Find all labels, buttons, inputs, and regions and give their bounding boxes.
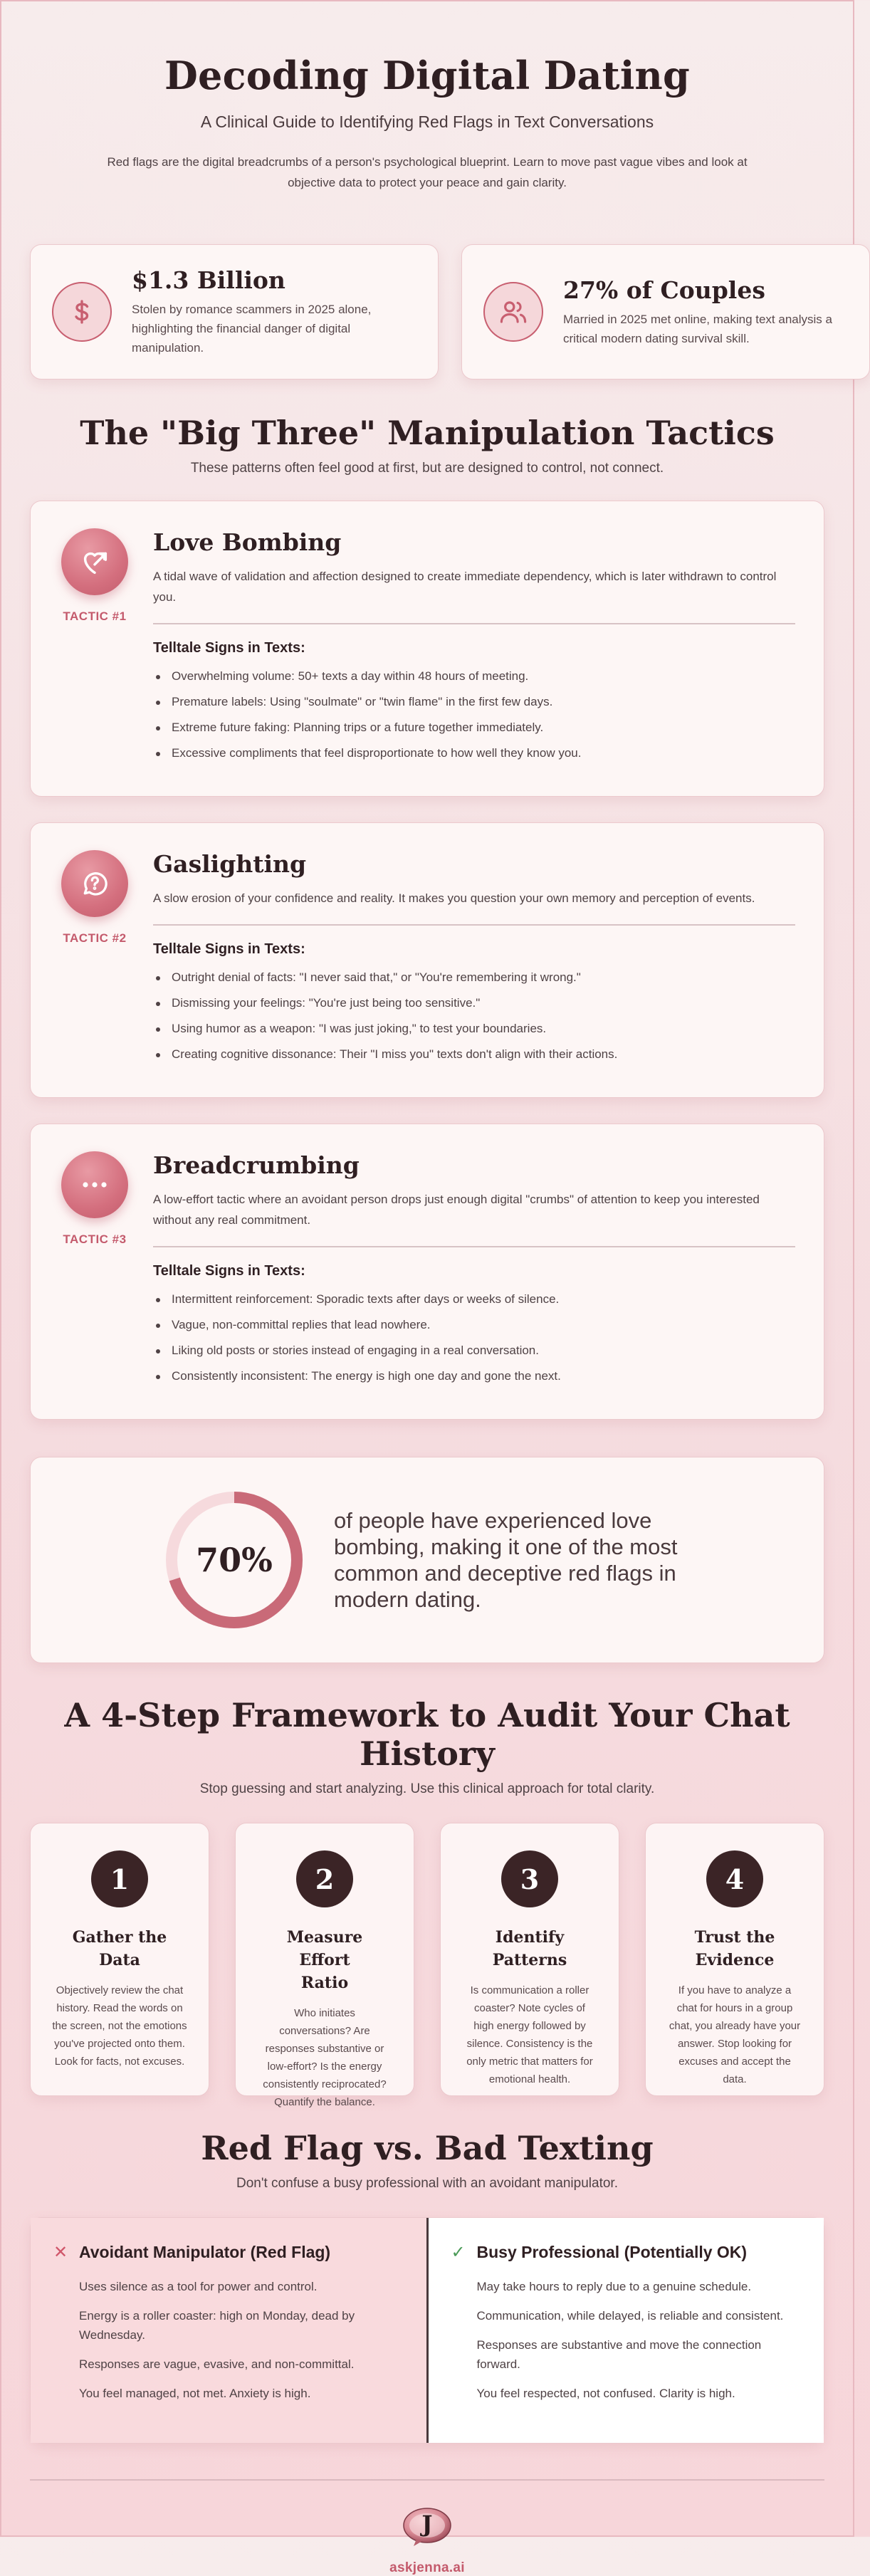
tactic-description: A slow erosion of your confidence and reality. It makes you question your own memory and perception of events. bbox=[153, 891, 755, 905]
stat-card-scam bbox=[30, 244, 439, 379]
divider bbox=[153, 924, 795, 926]
close-icon: ✕ bbox=[53, 2243, 68, 2262]
list-item: May take hours to reply due to a genuine schedule. bbox=[476, 2280, 752, 2293]
framework-section bbox=[30, 1696, 824, 2108]
tactic-number: TACTIC #2 bbox=[63, 931, 127, 945]
users-icon bbox=[483, 282, 543, 342]
page-title: Decoding Digital Dating bbox=[164, 53, 690, 98]
stat-description: Married in 2025 met online, making text analysis a critical modern dating survival skill. bbox=[563, 312, 832, 345]
list-item: You feel respected, not confused. Clarity is high. bbox=[476, 2387, 735, 2400]
dollar-icon bbox=[52, 282, 112, 342]
signs-heading: Telltale Signs in Texts: bbox=[153, 640, 305, 656]
step-text: Who initiates conversations? Are responses substantive or low-effort? Is the energy consistently reciprocated? Quantify the balance. bbox=[263, 2007, 387, 2108]
signs-heading: Telltale Signs in Texts: bbox=[153, 941, 305, 957]
step-title: Trust the Evidence bbox=[694, 1928, 775, 1969]
big-stat-card bbox=[30, 1457, 824, 1663]
list-item: Energy is a roller coaster: high on Monday, dead by Wednesday. bbox=[79, 2309, 355, 2342]
red-flag-column bbox=[31, 2218, 429, 2443]
step-card bbox=[30, 1823, 209, 2096]
tactic-description: A tidal wave of validation and affection designed to create immediate dependency, which is later withdrawn to control you. bbox=[153, 570, 777, 604]
comparison-subtitle: Don't confuse a busy professional with an avoidant manipulator. bbox=[236, 2176, 618, 2191]
tactic-card-gaslighting bbox=[30, 822, 824, 1098]
stat-card-couples bbox=[461, 244, 870, 379]
busy-professional-column bbox=[429, 2218, 824, 2443]
footer-divider bbox=[30, 2479, 824, 2481]
stats-row bbox=[30, 244, 832, 379]
list-item: Vague, non-committal replies that lead nowhere. bbox=[153, 1318, 795, 1332]
framework-title: A 4-Step Framework to Audit Your Chat History bbox=[64, 1696, 790, 1773]
list-item: Dismissing your feelings: "You're just being too sensitive." bbox=[153, 996, 795, 1010]
step-number: 3 bbox=[501, 1850, 558, 1907]
question-bubble-icon bbox=[61, 850, 128, 917]
stat-description: Stolen by romance scammers in 2025 alone, highlighting the financial danger of digital manipulation. bbox=[132, 303, 372, 355]
comparison-table bbox=[30, 2217, 824, 2444]
tactics-title: The "Big Three" Manipulation Tactics bbox=[80, 414, 775, 452]
ellipsis-icon bbox=[61, 1151, 128, 1218]
list-item: Intermittent reinforcement: Sporadic texts after days or weeks of silence. bbox=[153, 1292, 795, 1307]
list-item: Communication, while delayed, is reliable and consistent. bbox=[476, 2309, 784, 2323]
step-text: If you have to analyze a chat for hours in a group chat, you already have your answer. Stop looking for excuses and accept the data. bbox=[669, 1984, 801, 2085]
step-card bbox=[440, 1823, 619, 2096]
step-title: Gather the Data bbox=[72, 1928, 167, 1969]
column-heading: Avoidant Manipulator (Red Flag) bbox=[79, 2243, 331, 2261]
framework-subtitle: Stop guessing and start analyzing. Use this clinical approach for total clarity. bbox=[199, 1781, 655, 1796]
step-number: 4 bbox=[706, 1850, 763, 1907]
step-title: Identify Patterns bbox=[492, 1928, 567, 1969]
tactic-title: Breadcrumbing bbox=[153, 1151, 360, 1179]
step-text: Objectively review the chat history. Read the words on the screen, not the emotions you've projected onto them. Look for facts, not excuses. bbox=[52, 1984, 187, 2068]
percent-ring bbox=[163, 1489, 305, 1631]
step-card bbox=[645, 1823, 824, 2096]
step-card bbox=[235, 1823, 414, 2108]
tactic-card-love-bombing bbox=[30, 501, 824, 797]
tactic-number: TACTIC #1 bbox=[63, 609, 127, 623]
footer bbox=[30, 2479, 824, 2576]
list-item: Creating cognitive dissonance: Their "I miss you" texts don't align with their actions. bbox=[153, 1047, 795, 1062]
heart-arrow-icon bbox=[61, 528, 128, 595]
big-stat-text: of people have experienced love bombing, making it one of the most common and deceptive red flags in modern dating. bbox=[334, 1508, 678, 1612]
stat-value: $1.3 Billion bbox=[132, 266, 285, 294]
tactic-number: TACTIC #3 bbox=[63, 1232, 127, 1246]
tactics-subtitle: These patterns often feel good at first, but are designed to control, not connect. bbox=[190, 461, 664, 476]
tactic-description: A low-effort tactic where an avoidant person drops just enough digital "crumbs" of attention to keep you interested without any real commitment. bbox=[153, 1193, 760, 1227]
step-text: Is communication a roller coaster? Note cycles of high energy followed by silence. Consistency is the only metric that matters for emotional health. bbox=[466, 1984, 593, 2085]
list-item: Uses silence as a tool for power and control. bbox=[79, 2280, 318, 2293]
stat-value: 27% of Couples bbox=[563, 276, 765, 304]
check-icon: ✓ bbox=[451, 2243, 466, 2262]
tactic-title: Love Bombing bbox=[153, 528, 342, 556]
brand-link[interactable]: askjenna.ai bbox=[389, 2560, 465, 2575]
brand-logo[interactable] bbox=[401, 2506, 454, 2548]
signs-list bbox=[153, 1292, 795, 1383]
list-item: Excessive compliments that feel disproportionate to how well they know you. bbox=[153, 746, 795, 760]
list-item: Liking old posts or stories instead of engaging in a real conversation. bbox=[153, 1344, 795, 1358]
list-item: Outright denial of facts: "I never said that," or "You're remembering it wrong." bbox=[153, 970, 795, 985]
step-title: Measure Effort Ratio bbox=[286, 1928, 363, 1992]
list-item: Responses are vague, evasive, and non-committal. bbox=[79, 2357, 355, 2371]
signs-heading: Telltale Signs in Texts: bbox=[153, 1263, 305, 1279]
logo-letter: J bbox=[421, 2510, 433, 2538]
step-number: 1 bbox=[91, 1850, 148, 1907]
steps-row bbox=[30, 1823, 824, 2108]
list-item: Overwhelming volume: 50+ texts a day within 48 hours of meeting. bbox=[153, 669, 795, 684]
comparison-section bbox=[30, 2129, 824, 2444]
page-subtitle: A Clinical Guide to Identifying Red Flags in Text Conversations bbox=[200, 112, 654, 131]
divider bbox=[153, 623, 795, 624]
signs-list bbox=[153, 669, 795, 760]
signs-list bbox=[153, 970, 795, 1062]
tactics-section bbox=[30, 414, 824, 1420]
list-item: Premature labels: Using "soulmate" or "twin flame" in the first few days. bbox=[153, 695, 795, 709]
tactic-card-breadcrumbing bbox=[30, 1124, 824, 1420]
comparison-title: Red Flag vs. Bad Texting bbox=[201, 2129, 654, 2167]
list-item: Extreme future faking: Planning trips or a future together immediately. bbox=[153, 721, 795, 735]
hero-header bbox=[30, 1, 824, 193]
tactic-title: Gaslighting bbox=[153, 850, 307, 878]
divider bbox=[153, 1246, 795, 1247]
percent-value: 70% bbox=[196, 1541, 273, 1579]
list-item: Consistently inconsistent: The energy is high one day and gone the next. bbox=[153, 1369, 795, 1383]
list-item: Using humor as a weapon: "I was just joking," to test your boundaries. bbox=[153, 1022, 795, 1036]
intro-text: Red flags are the digital breadcrumbs of a person's psychological blueprint. Learn to move past vague vibes and look at objective data to protect your peace and gain clarity. bbox=[107, 155, 748, 189]
step-number: 2 bbox=[296, 1850, 353, 1907]
column-heading: Busy Professional (Potentially OK) bbox=[476, 2243, 748, 2261]
list-item: Responses are substantive and move the connection forward. bbox=[476, 2338, 762, 2371]
list-item: You feel managed, not met. Anxiety is high. bbox=[79, 2387, 311, 2400]
